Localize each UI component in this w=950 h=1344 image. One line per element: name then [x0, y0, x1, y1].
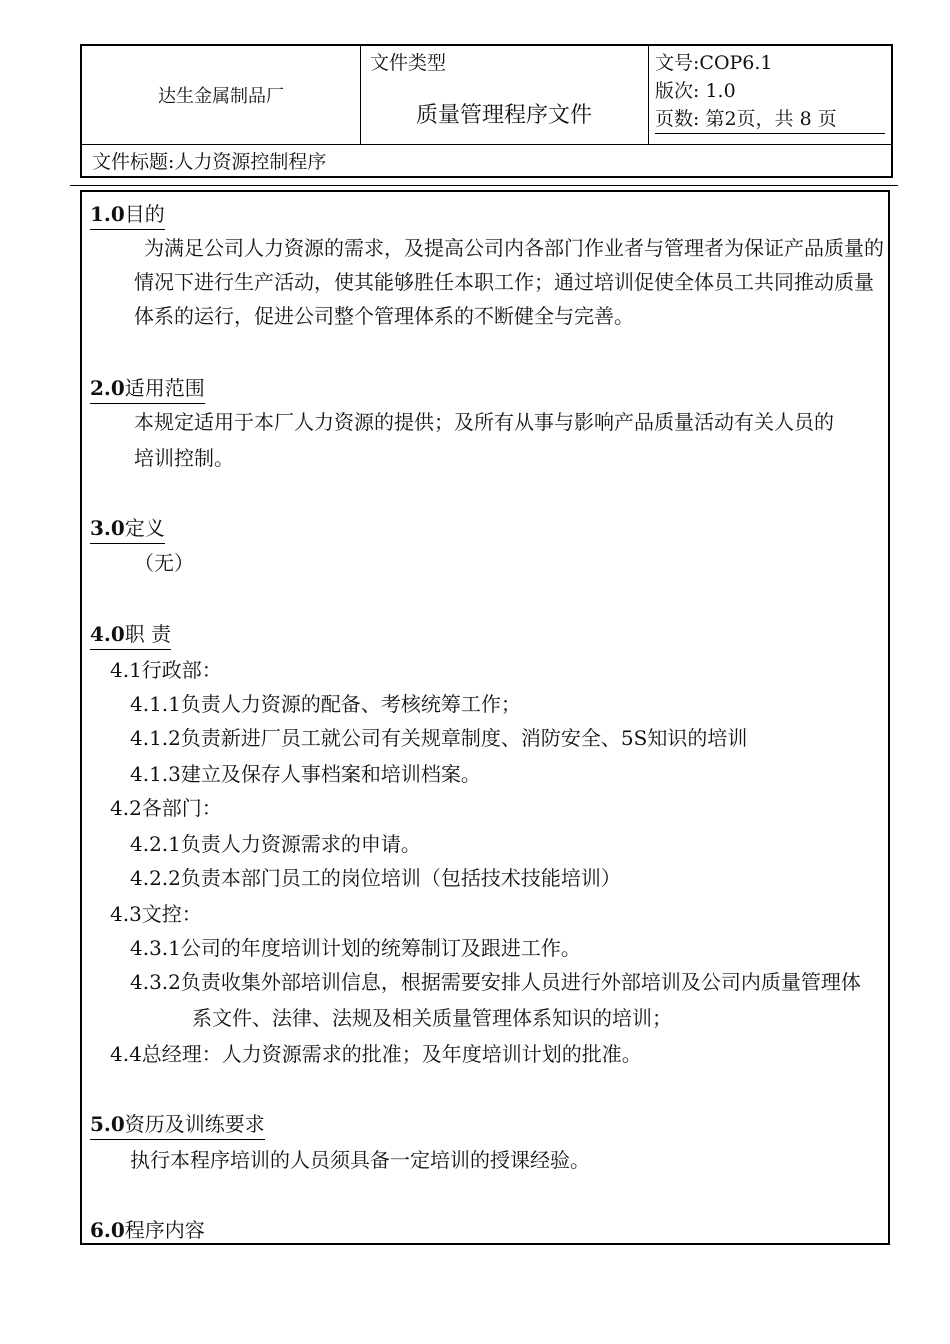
doc-type-label: 文件类型 [370, 52, 447, 74]
doc-pages: 页数: 第2页，共 8 页 [655, 104, 885, 134]
section-heading-definition: 3.0定义 [90, 512, 165, 544]
separator-line [70, 185, 898, 186]
doc-title-row [82, 144, 891, 177]
section-heading-procedure: 6.0程序内容 [90, 1214, 205, 1245]
resp-line-4-1: 4.1行政部： [110, 658, 222, 682]
doc-type-value: 质量管理程序文件 [415, 103, 592, 128]
resp-line-4-3-2: 4.3.2负责收集外部培训信息，根据需要安排人员进行外部培训及公司内质量管理体 [130, 970, 861, 994]
purpose-line-1: 为满足公司人力资源的需求，及提高公司内各部门作业者与管理者为保证产品质量的 [144, 236, 884, 260]
doc-meta [649, 46, 891, 144]
qualification-line-1: 执行本程序培训的人员须具备一定培训的授课经验。 [130, 1148, 590, 1172]
doc-title: 文件标题:人力资源控制程序 [92, 151, 327, 173]
resp-line-4-3-1: 4.3.1公司的年度培训计划的统筹制订及跟进工作。 [130, 936, 581, 960]
purpose-line-2: 情况下进行生产活动，使其能够胜任本职工作；通过培训促使全体员工共同推动质量 [134, 270, 874, 294]
section-heading-scope: 2.0适用范围 [90, 372, 205, 404]
resp-line-4-2: 4.2各部门： [110, 796, 222, 820]
resp-line-4-1-2: 4.1.2负责新进厂员工就公司有关规章制度、消防安全、5S知识的培训 [130, 726, 748, 750]
resp-line-4-1-3: 4.1.3建立及保存人事档案和培训档案。 [130, 762, 481, 786]
section-heading-purpose: 1.0目的 [90, 198, 165, 230]
doc-number: 文号:COP6.1 [655, 52, 773, 74]
section-heading-qualification: 5.0资历及训练要求 [90, 1108, 265, 1140]
resp-line-4-2-2: 4.2.2负责本部门员工的岗位培训（包括技术技能培训） [130, 866, 621, 890]
resp-line-4-1-1: 4.1.1负责人力资源的配备、考核统筹工作； [130, 692, 521, 716]
resp-line-4-3: 4.3文控： [110, 902, 202, 926]
resp-line-4-2-1: 4.2.1负责人力资源需求的申请。 [130, 832, 421, 856]
scope-line-2: 培训控制。 [134, 446, 234, 470]
company-name: 达生金属制品厂 [82, 46, 361, 144]
resp-line-4-4: 4.4总经理：人力资源需求的批准；及年度培训计划的批准。 [110, 1042, 642, 1066]
scope-line-1: 本规定适用于本厂人力资源的提供；及所有从事与影响产品质量活动有关人员的 [134, 410, 834, 434]
definition-line-1: （无） [134, 551, 194, 575]
resp-line-4-3-2-cont: 系文件、法律、法规及相关质量管理体系知识的培训； [192, 1006, 672, 1030]
document-header [80, 44, 893, 178]
purpose-line-3: 体系的运行，促进公司整个管理体系的不断健全与完善。 [134, 304, 634, 328]
document-body [80, 190, 890, 1245]
doc-version: 版次: 1.0 [655, 80, 736, 102]
section-heading-responsibilities: 4.0职 责 [90, 618, 171, 650]
doc-type-cell [360, 46, 649, 144]
